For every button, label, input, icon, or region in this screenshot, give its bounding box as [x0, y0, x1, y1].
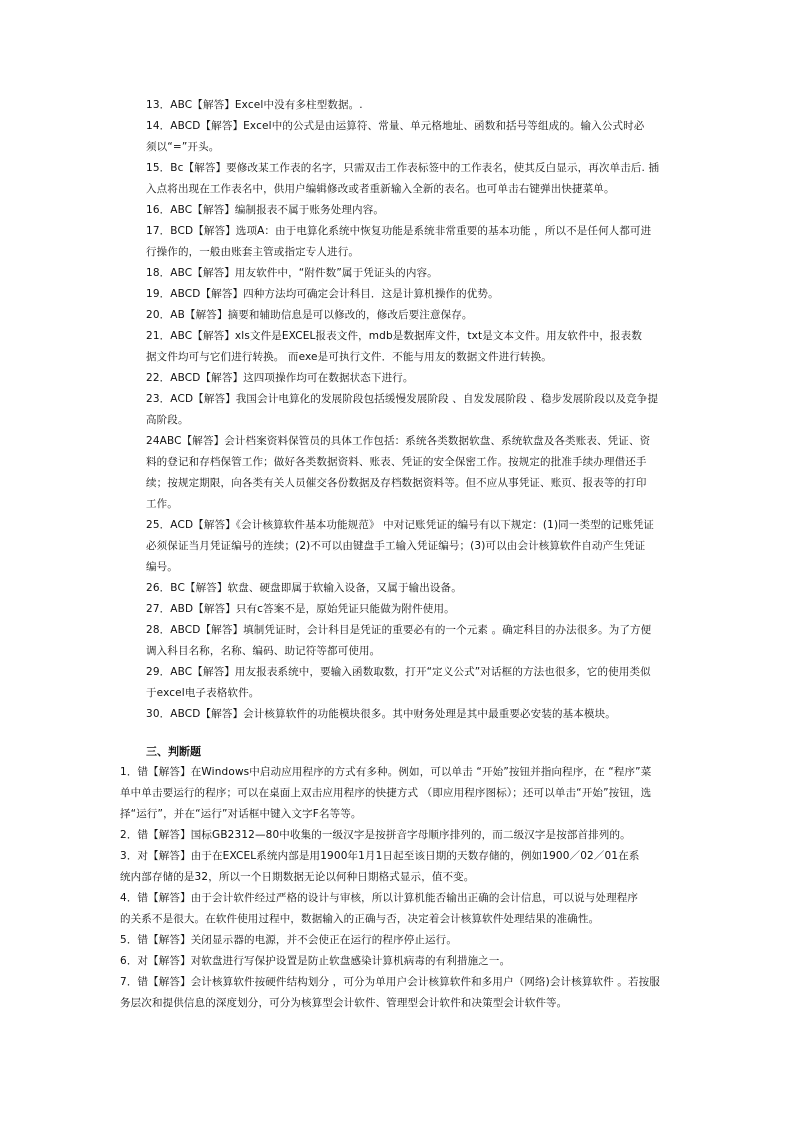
answer-30: 30．ABCD【解答】会计核算软件的功能模块很多。其中财务处理是其中最重要必安装的基本模块。 [146, 708, 616, 720]
judge-answer-4: 4．错【解答】由于会计软件经过严格的设计与审核，所以计算机能否输出正确的会计信息，可以说与处理程序 的关系不是很大。在软件使用过程中，数据输入的正确与否，决定着会计核算软件处理结果的准确性。 [120, 892, 639, 925]
answer-22: 22．ABCD【解答】这四项操作均可在数据状态下进行。 [146, 372, 414, 384]
section-heading: 三、判断题 [146, 745, 201, 758]
answer-28: 28．ABCD【解答】填制凭证时，会计科目是凭证的重要必有的一个元素 。确定科目的办法很多。为了方便 调入科目名称，名称、编码、助记符等都可使用。 [146, 624, 652, 657]
answer-21: 21．ABC【解答】xls文件是EXCEL报表文件，mdb是数据库文件，txt是文本文件。用友软件中，报表数 据文件均可与它们进行转换。 而exe是可执行文件．不能与用友的数据文件进行转换。 [146, 330, 642, 363]
answer-24: 24ABC【解答】会计档案资料保管员的具体工作包括：系统各类数据软盘、系统软盘及各类账表、凭证、资 料的登记和存档保管工作；做好各类数据资料、账表、凭证的安全保密工作。按规定的批准手续办理借还手 续；按规定期限，向各类有关人员催交各份数据及存档数据资料等。但不应从事凭证、账页、报表等的打印 工作。 [146, 435, 651, 510]
answer-29: 29．ABC【解答】用友报表系统中，要输入函数取数，打开“定义公式”对话框的方法也很多，它的使用类似 于excel电子表格软件。 [146, 666, 651, 699]
answer-23: 23．ACD【解答】我国会计电算化的发展阶段包括缓慢发展阶段 、自发发展阶段 、稳步发展阶段以及竞争提 高阶段。 [146, 393, 659, 426]
judge-answer-5: 5．错【解答】关闭显示器的电源，并不会使正在运行的程序停止运行。 [120, 934, 457, 946]
answer-27: 27．ABD【解答】只有c答案不是，原始凭证只能做为附件使用。 [146, 603, 455, 615]
answer-18: 18．ABC【解答】用友软件中，“附件数”属于凭证头的内容。 [146, 267, 438, 279]
answer-25: 25．ACD【解答】《会计核算软件基本功能规范》 中对记账凭证的编号有以下规定：(1)同一类型的记账凭证 必须保证当月凭证编号的连续；(2)不可以由键盘手工输入凭证编号；(3)可以由会计核算软件自动产生凭证 编号。 [146, 519, 655, 573]
answer-16: 16．ABC【解答】编制报表不属于账务处理内容。 [146, 204, 384, 216]
answer-26: 26．BC【解答】软盘、硬盘即属于软输入设备，又属于输出设备。 [146, 582, 462, 594]
answer-15: 15．Bc【解答】要修改某工作表的名字，只需双击工作表标签中的工作表名，使其反白显示，再次单击后. 插 入点将出现在工作表名中，供用户编辑修改或者重新输入全新的表名。也可单击右键弹出快捷菜单。 [146, 162, 660, 195]
answer-20: 20．AB【解答】摘要和辅助信息是可以修改的，修改后要注意保存。 [146, 309, 473, 321]
judge-answer-7: 7．错【解答】会计核算软件按硬件结构划分 ，可分为单用户会计核算软件和多用户（网络)会计核算软件 。若按服 务层次和提供信息的深度划分，可分为核算型会计软件、管理型会计软件和决策型会计软件等。 [120, 976, 660, 1009]
judge-answer-2: 2．错【解答】国标GB2312—80中收集的一级汉字是按拼音字母顺序排列的，而二级汉字是按部首排列的。 [120, 829, 631, 841]
judge-answer-1: 1．错【解答】在Windows中启动应用程序的方式有多种。例如，可以单击 “开始”按钮并指向程序，在 “程序”菜 单中单击要运行的程序；可以在桌面上双击应用程序的快捷方式 （即应用程序图标）；还可以单击“开始”按钮，选 择“运行”，并在“运行”对话框中键入文字F名等等。 [120, 766, 652, 820]
judge-answer-3: 3．对【解答】由于在EXCEL系统内部是用1900年1月1日起至该日期的天数存储的，例如1900／02／01在系 统内部存储的是32，所以一个日期数据无论以何种日期格式显示，值不变。 [120, 850, 640, 883]
answer-17: 17．BCD【解答】选项A：由于电算化系统中恢复功能是系统非常重要的基本功能 ，所以不是任何人都可进 行操作的，一般由账套主管或指定专人进行。 [146, 225, 652, 258]
answer-14: 14．ABCD【解答】Excel中的公式是由运算符、常量、单元格地址、函数和括号等组成的。输入公式时必 须以“=”开头。 [146, 120, 645, 153]
answer-13: 13．ABC【解答】Excel中没有多柱型数据。. [146, 99, 363, 111]
answer-19: 19．ABCD【解答】四种方法均可确定会计科目．这是计算机操作的优势。 [146, 288, 499, 300]
judge-answer-6: 6．对【解答】对软盘进行写保护设置是防止软盘感染计算机病毒的有利措施之一。 [120, 955, 511, 967]
